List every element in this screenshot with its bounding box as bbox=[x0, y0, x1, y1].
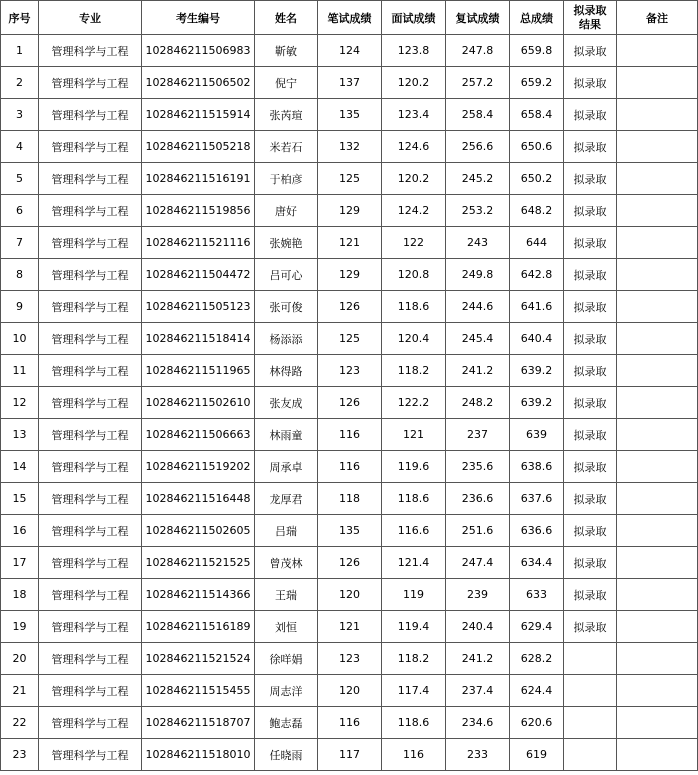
cell-name: 徐咩娟 bbox=[255, 643, 318, 675]
cell-candidate-id: 102846211502605 bbox=[142, 515, 255, 547]
cell-index: 8 bbox=[1, 259, 39, 291]
cell-index: 3 bbox=[1, 99, 39, 131]
cell-major: 管理科学与工程 bbox=[39, 35, 142, 67]
cell-admission-result: 拟录取 bbox=[564, 547, 617, 579]
cell-major: 管理科学与工程 bbox=[39, 291, 142, 323]
cell-name: 刘恒 bbox=[255, 611, 318, 643]
cell-written-score: 126 bbox=[318, 291, 382, 323]
cell-remarks bbox=[617, 515, 698, 547]
cell-admission-result: 拟录取 bbox=[564, 483, 617, 515]
cell-name: 曾茂林 bbox=[255, 547, 318, 579]
cell-remarks bbox=[617, 35, 698, 67]
table-row bbox=[1, 131, 698, 163]
cell-admission-result: 拟录取 bbox=[564, 355, 617, 387]
cell-index: 19 bbox=[1, 611, 39, 643]
cell-name: 王瑞 bbox=[255, 579, 318, 611]
cell-remarks bbox=[617, 707, 698, 739]
cell-remarks bbox=[617, 419, 698, 451]
table-row bbox=[1, 483, 698, 515]
cell-name: 米若石 bbox=[255, 131, 318, 163]
cell-remarks bbox=[617, 611, 698, 643]
cell-name: 任晓雨 bbox=[255, 739, 318, 771]
cell-major: 管理科学与工程 bbox=[39, 515, 142, 547]
cell-total-score: 642.8 bbox=[510, 259, 564, 291]
cell-index: 18 bbox=[1, 579, 39, 611]
cell-retest-score: 248.2 bbox=[446, 387, 510, 419]
cell-major: 管理科学与工程 bbox=[39, 675, 142, 707]
header-candidate-id: 考生编号 bbox=[142, 1, 255, 35]
cell-remarks bbox=[617, 67, 698, 99]
cell-admission-result: 拟录取 bbox=[564, 227, 617, 259]
cell-name: 林雨童 bbox=[255, 419, 318, 451]
cell-retest-score: 241.2 bbox=[446, 643, 510, 675]
cell-total-score: 639.2 bbox=[510, 387, 564, 419]
cell-name: 周志洋 bbox=[255, 675, 318, 707]
cell-retest-score: 249.8 bbox=[446, 259, 510, 291]
table-row bbox=[1, 643, 698, 675]
table-row bbox=[1, 707, 698, 739]
cell-admission-result: 拟录取 bbox=[564, 35, 617, 67]
cell-written-score: 121 bbox=[318, 227, 382, 259]
table-row bbox=[1, 611, 698, 643]
cell-index: 2 bbox=[1, 67, 39, 99]
cell-candidate-id: 102846211505123 bbox=[142, 291, 255, 323]
cell-remarks bbox=[617, 163, 698, 195]
header-admission-result: 拟录取 结果 bbox=[564, 1, 617, 35]
cell-remarks bbox=[617, 227, 698, 259]
table-row bbox=[1, 675, 698, 707]
table-row bbox=[1, 419, 698, 451]
cell-candidate-id: 102846211518707 bbox=[142, 707, 255, 739]
cell-index: 11 bbox=[1, 355, 39, 387]
cell-index: 16 bbox=[1, 515, 39, 547]
cell-written-score: 123 bbox=[318, 643, 382, 675]
cell-written-score: 124 bbox=[318, 35, 382, 67]
cell-written-score: 120 bbox=[318, 675, 382, 707]
cell-candidate-id: 102846211519856 bbox=[142, 195, 255, 227]
cell-total-score: 641.6 bbox=[510, 291, 564, 323]
cell-written-score: 129 bbox=[318, 195, 382, 227]
cell-total-score: 637.6 bbox=[510, 483, 564, 515]
table-row bbox=[1, 195, 698, 227]
cell-index: 20 bbox=[1, 643, 39, 675]
cell-candidate-id: 102846211519202 bbox=[142, 451, 255, 483]
table-row bbox=[1, 99, 698, 131]
cell-retest-score: 256.6 bbox=[446, 131, 510, 163]
cell-name: 杨添添 bbox=[255, 323, 318, 355]
cell-candidate-id: 102846211521525 bbox=[142, 547, 255, 579]
cell-interview-score: 121 bbox=[382, 419, 446, 451]
table-header-row bbox=[1, 1, 698, 35]
cell-interview-score: 120.4 bbox=[382, 323, 446, 355]
cell-retest-score: 251.6 bbox=[446, 515, 510, 547]
cell-written-score: 135 bbox=[318, 99, 382, 131]
cell-admission-result: 拟录取 bbox=[564, 291, 617, 323]
cell-total-score: 629.4 bbox=[510, 611, 564, 643]
table-row bbox=[1, 227, 698, 259]
cell-total-score: 658.4 bbox=[510, 99, 564, 131]
cell-retest-score: 239 bbox=[446, 579, 510, 611]
cell-admission-result: 拟录取 bbox=[564, 515, 617, 547]
cell-index: 12 bbox=[1, 387, 39, 419]
cell-index: 7 bbox=[1, 227, 39, 259]
cell-total-score: 650.6 bbox=[510, 131, 564, 163]
cell-admission-result: 拟录取 bbox=[564, 67, 617, 99]
cell-candidate-id: 102846211518414 bbox=[142, 323, 255, 355]
cell-total-score: 619 bbox=[510, 739, 564, 771]
cell-written-score: 125 bbox=[318, 163, 382, 195]
cell-remarks bbox=[617, 451, 698, 483]
cell-major: 管理科学与工程 bbox=[39, 643, 142, 675]
cell-total-score: 633 bbox=[510, 579, 564, 611]
table-row bbox=[1, 387, 698, 419]
cell-admission-result: 拟录取 bbox=[564, 323, 617, 355]
cell-name: 靳敏 bbox=[255, 35, 318, 67]
cell-admission-result: 拟录取 bbox=[564, 131, 617, 163]
cell-index: 13 bbox=[1, 419, 39, 451]
cell-retest-score: 241.2 bbox=[446, 355, 510, 387]
cell-written-score: 137 bbox=[318, 67, 382, 99]
cell-index: 9 bbox=[1, 291, 39, 323]
cell-interview-score: 116.6 bbox=[382, 515, 446, 547]
cell-interview-score: 116 bbox=[382, 739, 446, 771]
cell-major: 管理科学与工程 bbox=[39, 259, 142, 291]
table-row bbox=[1, 515, 698, 547]
cell-major: 管理科学与工程 bbox=[39, 387, 142, 419]
cell-index: 1 bbox=[1, 35, 39, 67]
cell-index: 17 bbox=[1, 547, 39, 579]
cell-candidate-id: 102846211504472 bbox=[142, 259, 255, 291]
cell-retest-score: 247.8 bbox=[446, 35, 510, 67]
cell-admission-result: 拟录取 bbox=[564, 195, 617, 227]
cell-admission-result: 拟录取 bbox=[564, 387, 617, 419]
cell-retest-score: 236.6 bbox=[446, 483, 510, 515]
cell-candidate-id: 102846211502610 bbox=[142, 387, 255, 419]
table-row bbox=[1, 259, 698, 291]
cell-remarks bbox=[617, 131, 698, 163]
cell-index: 14 bbox=[1, 451, 39, 483]
header-major: 专业 bbox=[39, 1, 142, 35]
cell-remarks bbox=[617, 643, 698, 675]
cell-admission-result: 拟录取 bbox=[564, 451, 617, 483]
cell-index: 15 bbox=[1, 483, 39, 515]
header-interview-score: 面试成绩 bbox=[382, 1, 446, 35]
cell-name: 龙厚君 bbox=[255, 483, 318, 515]
cell-total-score: 639.2 bbox=[510, 355, 564, 387]
cell-major: 管理科学与工程 bbox=[39, 739, 142, 771]
cell-candidate-id: 102846211514366 bbox=[142, 579, 255, 611]
cell-index: 10 bbox=[1, 323, 39, 355]
cell-name: 张婉艳 bbox=[255, 227, 318, 259]
cell-retest-score: 243 bbox=[446, 227, 510, 259]
cell-name: 张可俊 bbox=[255, 291, 318, 323]
cell-candidate-id: 102846211506983 bbox=[142, 35, 255, 67]
cell-total-score: 659.8 bbox=[510, 35, 564, 67]
table-row bbox=[1, 67, 698, 99]
cell-total-score: 628.2 bbox=[510, 643, 564, 675]
cell-major: 管理科学与工程 bbox=[39, 707, 142, 739]
cell-written-score: 125 bbox=[318, 323, 382, 355]
cell-index: 22 bbox=[1, 707, 39, 739]
cell-major: 管理科学与工程 bbox=[39, 451, 142, 483]
cell-remarks bbox=[617, 195, 698, 227]
cell-total-score: 639 bbox=[510, 419, 564, 451]
header-index: 序号 bbox=[1, 1, 39, 35]
cell-index: 21 bbox=[1, 675, 39, 707]
cell-written-score: 117 bbox=[318, 739, 382, 771]
cell-total-score: 620.6 bbox=[510, 707, 564, 739]
cell-admission-result: 拟录取 bbox=[564, 579, 617, 611]
table-row bbox=[1, 355, 698, 387]
cell-major: 管理科学与工程 bbox=[39, 195, 142, 227]
cell-remarks bbox=[617, 99, 698, 131]
cell-name: 倪宁 bbox=[255, 67, 318, 99]
cell-total-score: 636.6 bbox=[510, 515, 564, 547]
cell-name: 鲍志磊 bbox=[255, 707, 318, 739]
table-row bbox=[1, 451, 698, 483]
cell-candidate-id: 102846211521524 bbox=[142, 643, 255, 675]
cell-index: 5 bbox=[1, 163, 39, 195]
cell-written-score: 135 bbox=[318, 515, 382, 547]
cell-candidate-id: 102846211515914 bbox=[142, 99, 255, 131]
cell-remarks bbox=[617, 739, 698, 771]
cell-total-score: 650.2 bbox=[510, 163, 564, 195]
cell-retest-score: 253.2 bbox=[446, 195, 510, 227]
cell-total-score: 644 bbox=[510, 227, 564, 259]
cell-index: 6 bbox=[1, 195, 39, 227]
cell-major: 管理科学与工程 bbox=[39, 67, 142, 99]
cell-name: 吕瑞 bbox=[255, 515, 318, 547]
cell-retest-score: 247.4 bbox=[446, 547, 510, 579]
header-total-score: 总成绩 bbox=[510, 1, 564, 35]
cell-major: 管理科学与工程 bbox=[39, 483, 142, 515]
cell-interview-score: 124.6 bbox=[382, 131, 446, 163]
table-body bbox=[1, 35, 698, 771]
cell-retest-score: 245.4 bbox=[446, 323, 510, 355]
table-row bbox=[1, 163, 698, 195]
cell-major: 管理科学与工程 bbox=[39, 611, 142, 643]
cell-major: 管理科学与工程 bbox=[39, 355, 142, 387]
cell-total-score: 634.4 bbox=[510, 547, 564, 579]
cell-interview-score: 118.2 bbox=[382, 355, 446, 387]
cell-retest-score: 257.2 bbox=[446, 67, 510, 99]
cell-interview-score: 119.4 bbox=[382, 611, 446, 643]
cell-written-score: 126 bbox=[318, 387, 382, 419]
cell-index: 4 bbox=[1, 131, 39, 163]
cell-retest-score: 237 bbox=[446, 419, 510, 451]
cell-total-score: 659.2 bbox=[510, 67, 564, 99]
cell-admission-result: 拟录取 bbox=[564, 611, 617, 643]
cell-name: 张芮瑄 bbox=[255, 99, 318, 131]
cell-total-score: 648.2 bbox=[510, 195, 564, 227]
header-remarks: 备注 bbox=[617, 1, 698, 35]
table-row bbox=[1, 35, 698, 67]
cell-major: 管理科学与工程 bbox=[39, 323, 142, 355]
cell-written-score: 116 bbox=[318, 451, 382, 483]
cell-total-score: 638.6 bbox=[510, 451, 564, 483]
cell-admission-result bbox=[564, 739, 617, 771]
cell-remarks bbox=[617, 323, 698, 355]
cell-candidate-id: 102846211505218 bbox=[142, 131, 255, 163]
cell-admission-result bbox=[564, 675, 617, 707]
cell-retest-score: 245.2 bbox=[446, 163, 510, 195]
cell-retest-score: 235.6 bbox=[446, 451, 510, 483]
cell-total-score: 624.4 bbox=[510, 675, 564, 707]
cell-interview-score: 118.6 bbox=[382, 483, 446, 515]
cell-index: 23 bbox=[1, 739, 39, 771]
cell-name: 林得路 bbox=[255, 355, 318, 387]
cell-written-score: 116 bbox=[318, 707, 382, 739]
cell-remarks bbox=[617, 675, 698, 707]
table-row bbox=[1, 739, 698, 771]
table-row bbox=[1, 323, 698, 355]
cell-written-score: 132 bbox=[318, 131, 382, 163]
cell-written-score: 118 bbox=[318, 483, 382, 515]
cell-interview-score: 122.2 bbox=[382, 387, 446, 419]
cell-interview-score: 117.4 bbox=[382, 675, 446, 707]
cell-name: 张友成 bbox=[255, 387, 318, 419]
cell-name: 唐好 bbox=[255, 195, 318, 227]
cell-written-score: 120 bbox=[318, 579, 382, 611]
cell-candidate-id: 102846211506502 bbox=[142, 67, 255, 99]
cell-candidate-id: 102846211516191 bbox=[142, 163, 255, 195]
cell-remarks bbox=[617, 355, 698, 387]
cell-admission-result bbox=[564, 707, 617, 739]
cell-major: 管理科学与工程 bbox=[39, 547, 142, 579]
cell-remarks bbox=[617, 387, 698, 419]
cell-retest-score: 233 bbox=[446, 739, 510, 771]
cell-interview-score: 118.2 bbox=[382, 643, 446, 675]
cell-remarks bbox=[617, 579, 698, 611]
header-retest-score: 复试成绩 bbox=[446, 1, 510, 35]
cell-candidate-id: 102846211518010 bbox=[142, 739, 255, 771]
cell-written-score: 123 bbox=[318, 355, 382, 387]
cell-interview-score: 123.8 bbox=[382, 35, 446, 67]
cell-remarks bbox=[617, 483, 698, 515]
cell-retest-score: 240.4 bbox=[446, 611, 510, 643]
cell-major: 管理科学与工程 bbox=[39, 163, 142, 195]
table-row bbox=[1, 547, 698, 579]
cell-total-score: 640.4 bbox=[510, 323, 564, 355]
cell-interview-score: 119 bbox=[382, 579, 446, 611]
cell-retest-score: 258.4 bbox=[446, 99, 510, 131]
cell-name: 吕可心 bbox=[255, 259, 318, 291]
cell-interview-score: 121.4 bbox=[382, 547, 446, 579]
cell-written-score: 116 bbox=[318, 419, 382, 451]
table-row bbox=[1, 291, 698, 323]
cell-remarks bbox=[617, 547, 698, 579]
cell-admission-result: 拟录取 bbox=[564, 163, 617, 195]
cell-written-score: 129 bbox=[318, 259, 382, 291]
cell-interview-score: 120.2 bbox=[382, 163, 446, 195]
cell-candidate-id: 102846211516189 bbox=[142, 611, 255, 643]
cell-admission-result: 拟录取 bbox=[564, 419, 617, 451]
table-row bbox=[1, 579, 698, 611]
cell-major: 管理科学与工程 bbox=[39, 227, 142, 259]
cell-interview-score: 119.6 bbox=[382, 451, 446, 483]
cell-name: 于柏彦 bbox=[255, 163, 318, 195]
cell-candidate-id: 102846211511965 bbox=[142, 355, 255, 387]
cell-candidate-id: 102846211521116 bbox=[142, 227, 255, 259]
cell-major: 管理科学与工程 bbox=[39, 419, 142, 451]
cell-retest-score: 234.6 bbox=[446, 707, 510, 739]
cell-interview-score: 124.2 bbox=[382, 195, 446, 227]
header-name: 姓名 bbox=[255, 1, 318, 35]
cell-interview-score: 120.2 bbox=[382, 67, 446, 99]
cell-major: 管理科学与工程 bbox=[39, 579, 142, 611]
cell-retest-score: 244.6 bbox=[446, 291, 510, 323]
cell-interview-score: 118.6 bbox=[382, 291, 446, 323]
cell-admission-result bbox=[564, 643, 617, 675]
cell-written-score: 121 bbox=[318, 611, 382, 643]
cell-candidate-id: 102846211516448 bbox=[142, 483, 255, 515]
cell-admission-result: 拟录取 bbox=[564, 259, 617, 291]
cell-remarks bbox=[617, 259, 698, 291]
cell-name: 周承卓 bbox=[255, 451, 318, 483]
cell-interview-score: 118.6 bbox=[382, 707, 446, 739]
cell-interview-score: 123.4 bbox=[382, 99, 446, 131]
cell-admission-result: 拟录取 bbox=[564, 99, 617, 131]
cell-written-score: 126 bbox=[318, 547, 382, 579]
cell-candidate-id: 102846211506663 bbox=[142, 419, 255, 451]
cell-remarks bbox=[617, 291, 698, 323]
cell-major: 管理科学与工程 bbox=[39, 131, 142, 163]
cell-candidate-id: 102846211515455 bbox=[142, 675, 255, 707]
header-written-score: 笔试成绩 bbox=[318, 1, 382, 35]
cell-major: 管理科学与工程 bbox=[39, 99, 142, 131]
cell-interview-score: 120.8 bbox=[382, 259, 446, 291]
cell-retest-score: 237.4 bbox=[446, 675, 510, 707]
cell-interview-score: 122 bbox=[382, 227, 446, 259]
